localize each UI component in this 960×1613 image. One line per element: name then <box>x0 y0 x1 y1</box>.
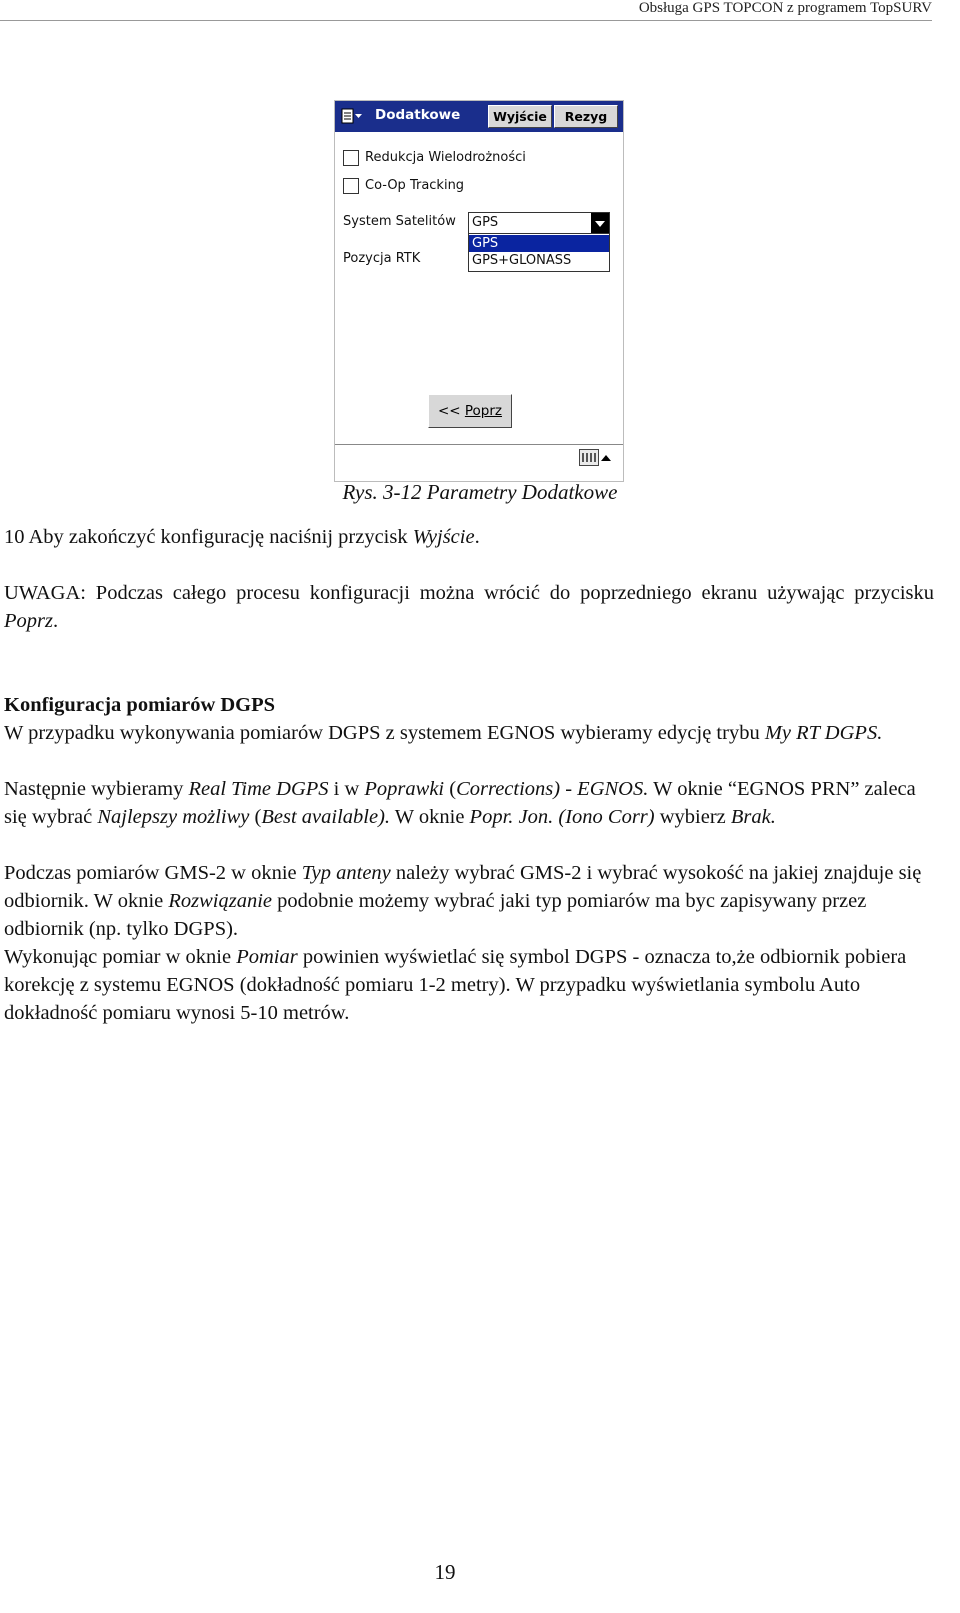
header-rule <box>0 20 932 21</box>
page-number: 19 <box>434 1560 456 1584</box>
pda-screenshot <box>334 100 624 482</box>
note-paragraph: UWAGA: Podczas całego procesu konfiguracji można wrócić do poprzedniego ekranu używając przycisku Poprz. <box>4 582 934 632</box>
multipath-label: Redukcja Wielodrożności <box>365 150 526 165</box>
paragraph-4: Wykonując pomiar w oknie Pomiar powinien wyświetlać się symbol DGPS - oznacza to,że odbiornik pobiera korekcję z systemu EGNOS (dokładność pomiaru 1-2 metry). W przypadku wyświetlania symbolu Auto dokładność pomiaru wynosi 5-10 metrów. <box>4 946 907 1024</box>
cancel-button[interactable]: Rezyg <box>554 105 618 128</box>
satellite-system-value: GPS <box>472 215 499 230</box>
option-gps-glonass[interactable]: GPS+GLONASS <box>472 253 572 268</box>
satellite-system-select[interactable] <box>468 212 610 235</box>
paragraph-1: W przypadku wykonywania pomiarów DGPS z systemem EGNOS wybieramy edycję trybu My RT DGPS. <box>4 722 883 744</box>
rtk-position-label: Pozycja RTK <box>343 251 421 266</box>
chevron-down-icon[interactable] <box>591 213 609 234</box>
pda-title-bar <box>335 101 623 132</box>
step-10: 10 Aby zakończyć konfigurację naciśnij przycisk Wyjście. <box>4 526 480 548</box>
running-header: Obsługa GPS TOPCON z programem TopSURV <box>638 0 932 16</box>
option-gps[interactable]: GPS <box>469 235 609 252</box>
pda-bottom-divider <box>335 444 623 445</box>
chevron-up-icon[interactable] <box>601 455 611 461</box>
paragraph-3: Podczas pomiarów GMS-2 w oknie Typ anteny należy wybrać GMS-2 i wybrać wysokość na jakiej znajduje się odbiornik. W oknie Rozwiązanie podobnie możemy wybrać jaki typ pomiarów ma byc zapisywany przez odbiornik (np. tylko DGPS). <box>4 862 922 940</box>
menu-icon[interactable] <box>341 107 363 125</box>
section-title: Konfiguracja pomiarów DGPS <box>4 694 276 716</box>
coop-checkbox[interactable] <box>343 178 359 194</box>
satellite-system-label: System Satelitów <box>343 214 456 229</box>
back-button[interactable] <box>428 394 512 428</box>
pda-title: Dodatkowe <box>375 107 461 123</box>
back-label: Poprz <box>464 403 503 419</box>
figure-caption: Rys. 3-12 Parametry Dodatkowe <box>342 480 618 504</box>
paragraph-2: Następnie wybieramy Real Time DGPS i w Poprawki (Corrections) - EGNOS. W oknie “EGNOS PRN” zaleca się wybrać Najlepszy możliwy (Best available). W oknie Popr. Jon. (Iono Corr) wybierz Brak. <box>4 778 916 828</box>
coop-label: Co-Op Tracking <box>365 178 465 193</box>
keyboard-icon[interactable] <box>579 449 599 466</box>
multipath-checkbox[interactable] <box>343 150 359 166</box>
exit-button[interactable]: Wyjście <box>488 105 552 128</box>
back-prefix: << <box>437 403 465 419</box>
satellite-system-dropdown <box>468 233 610 272</box>
